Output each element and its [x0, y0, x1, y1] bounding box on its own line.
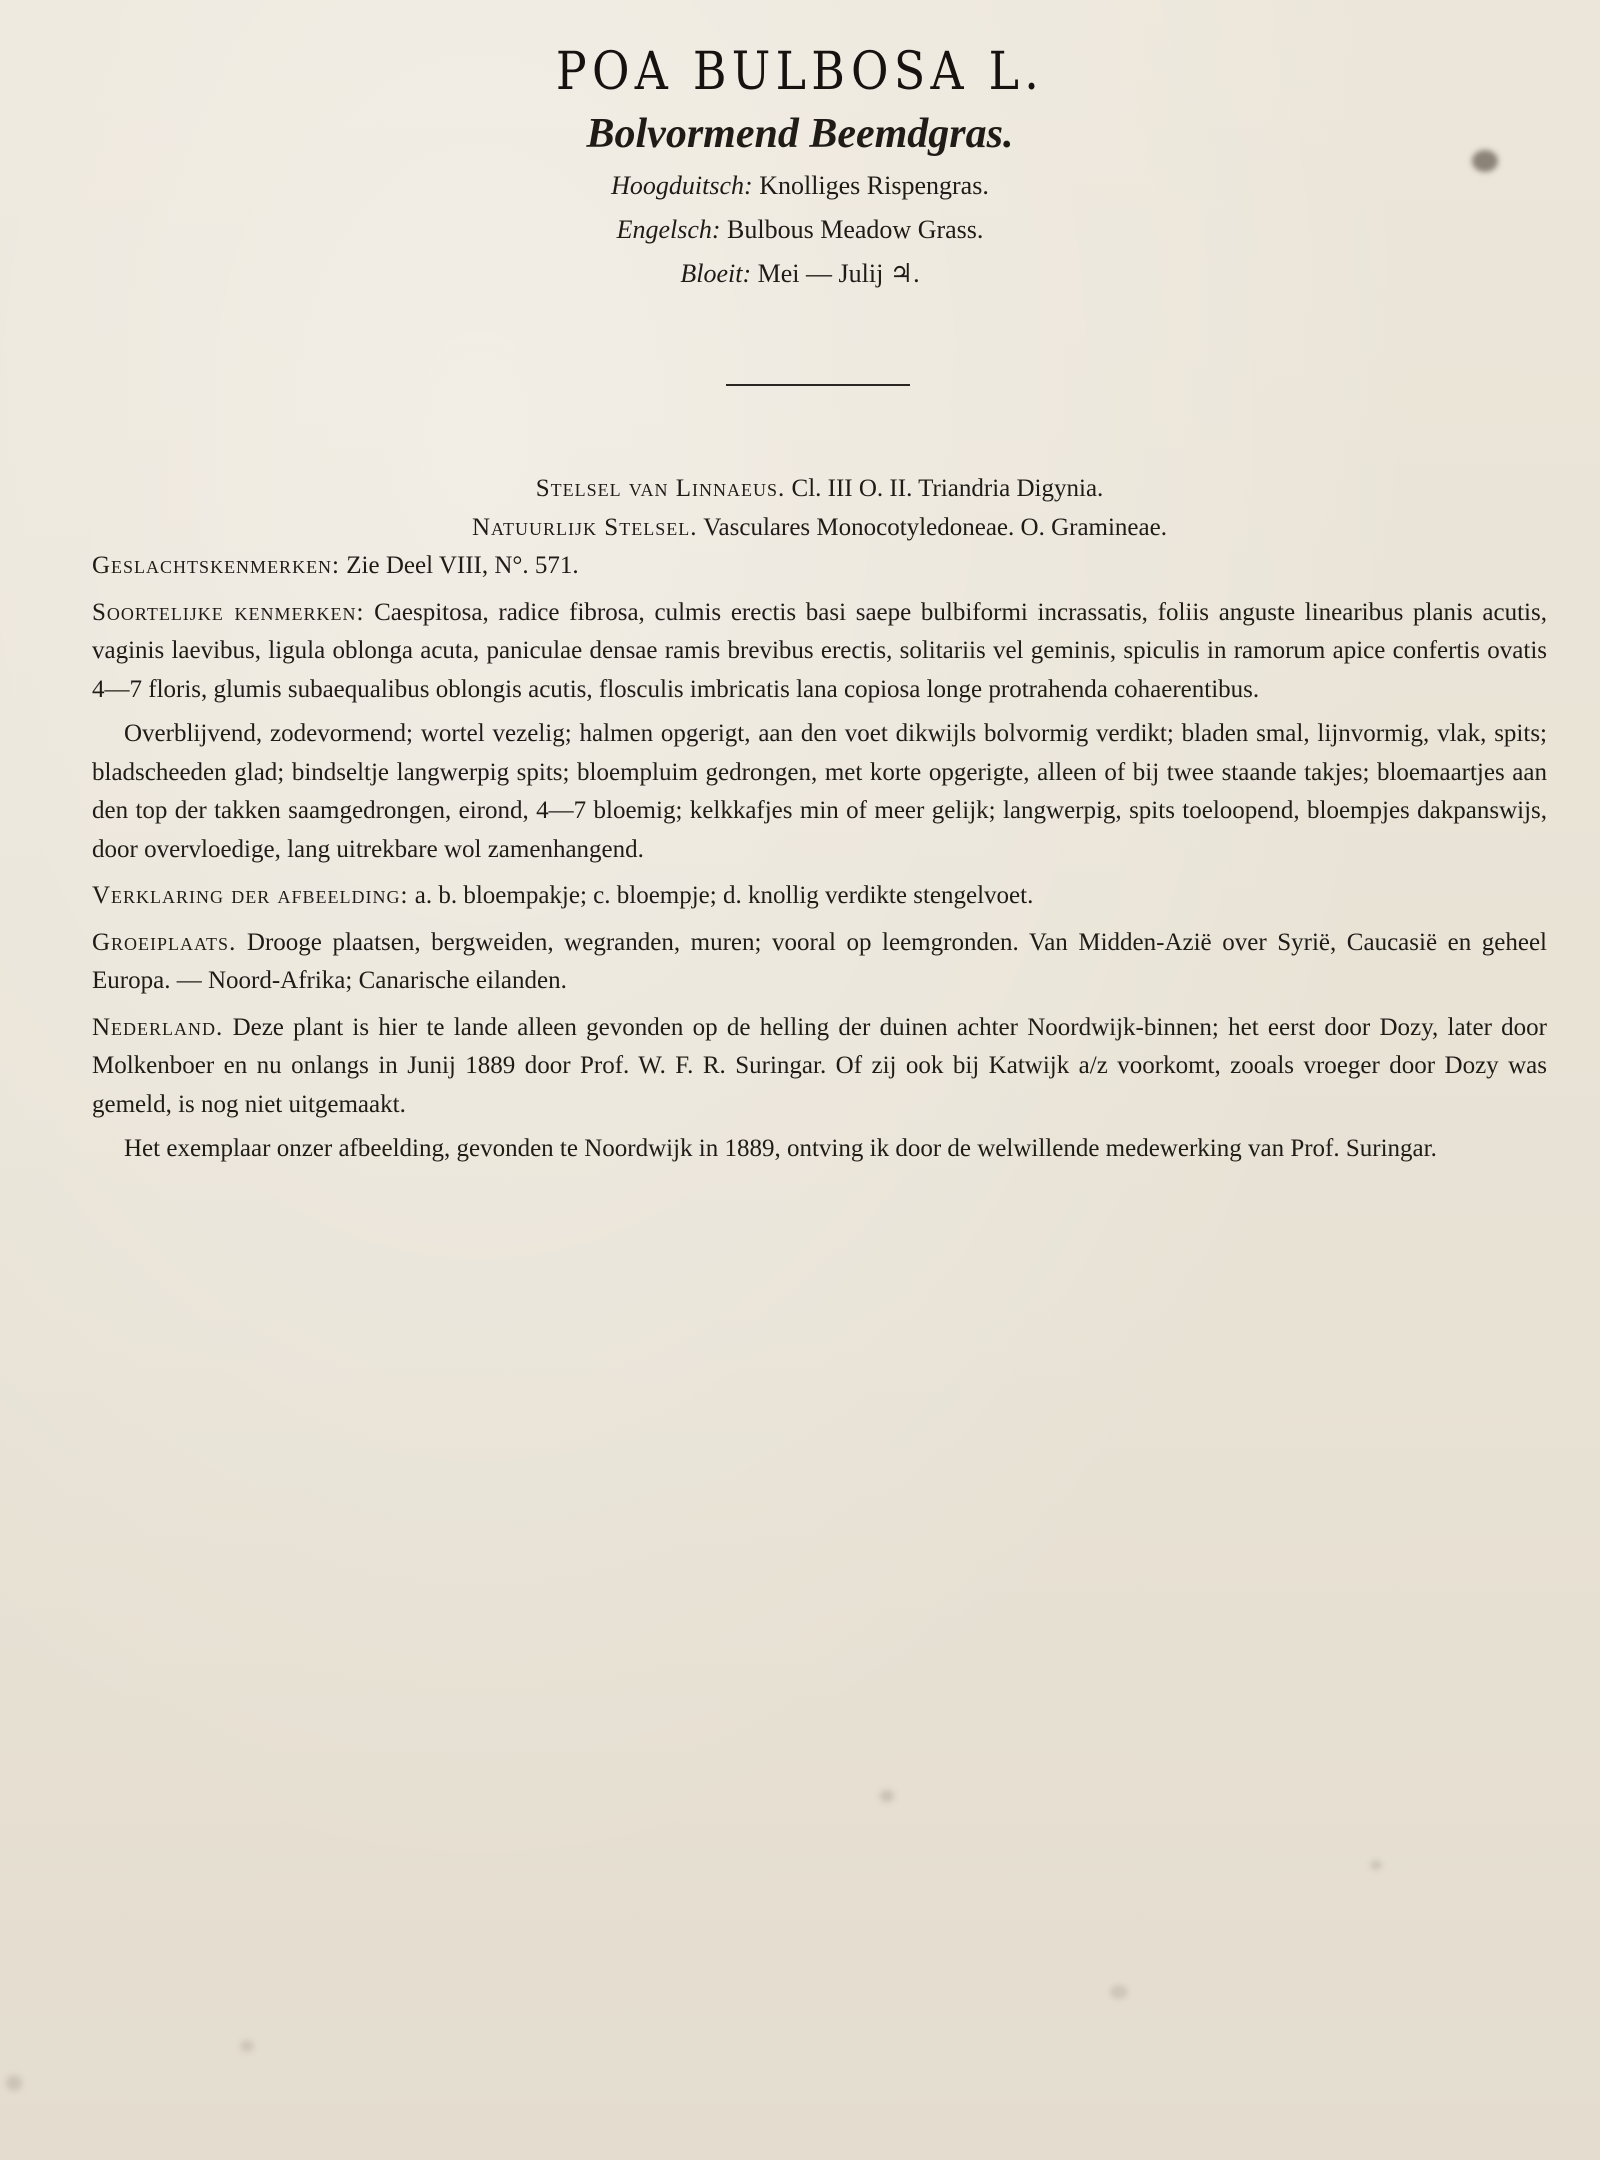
- specimen-note: Het exemplaar onzer afbeelding, gevonden te Noordwijk in 1889, ontving ik door de welwillende medewerking van Prof. Suringar.: [124, 1135, 1437, 1162]
- german-label: Hoogduitsch:: [611, 171, 753, 200]
- species-label: Soortelijke kenmerken:: [92, 598, 365, 626]
- paper-spot: [1110, 1985, 1128, 1999]
- bloom-label: Bloeit:: [680, 259, 752, 288]
- habitat-label: Groeiplaats.: [92, 928, 237, 956]
- species-text: Caespitosa, radice fibrosa, culmis erectis basi saepe bulbiformi incrassatis, foliis anguste linearibus planis acutis, vaginis laevibus, ligula oblonga acuta, paniculae densae ramis brevibus erectis, solitariis vel geminis, spiculis in ramorum apice confertis ovatis 4—7 floris, glumis subaequalibus oblongis acutis, flosculis imbricatis lana copiosa longe protrahenda cohaerentibus.: [92, 598, 1547, 703]
- german-name: Knolliges Rispengras.: [759, 171, 989, 200]
- habitat: [92, 924, 1547, 1001]
- paper-spot: [880, 1790, 894, 1802]
- natural-text: Vasculares Monocotyledoneae. O. Gramineae.: [703, 513, 1167, 541]
- netherlands-text: Deze plant is hier te lande alleen gevonden op de helling der duinen achter Noordwijk-binnen; het eerst door Dozy, later door Molkenboer en nu onlangs in Junij 1889 door Prof. W. F. R. Suringar. Of zij ook bij Katwijk a/z voorkomt, zooals vroeger door Dozy was gemeld, is nog niet uitgemaakt.: [92, 1013, 1548, 1118]
- explanation-text: a. b. bloempakje; c. bloempje; d. knollig verdikte stengelvoet.: [414, 882, 1034, 909]
- species-title: POA BULBOSA L.: [555, 42, 1045, 102]
- natural-label: Natuurlijk Stelsel.: [472, 513, 698, 541]
- bloom-line: [0, 254, 1600, 294]
- explanation-label: Verklaring der afbeelding:: [92, 882, 409, 909]
- bloom-period: Mei — Julij ♃.: [757, 259, 920, 288]
- genus-characters: [92, 547, 1547, 586]
- netherlands: [92, 1009, 1547, 1125]
- linnaeus-text: Cl. III O. II. Triandria Digynia.: [791, 475, 1104, 502]
- netherlands-label: Nederland.: [92, 1013, 224, 1041]
- natural-system: [92, 509, 1547, 548]
- description-body: [92, 470, 1547, 1169]
- dutch-name: Bolvormend Beemdgras.: [586, 111, 1014, 157]
- genus-label: Geslachtskenmerken:: [92, 552, 341, 579]
- english-label: Engelsch:: [616, 215, 721, 244]
- genus-text: Zie Deel VIII, N°. 571.: [346, 552, 579, 579]
- english-name: Bulbous Meadow Grass.: [727, 215, 984, 244]
- habitat-text: Drooge plaatsen, bergweiden, wegranden, muren; vooral op leemgronden. Van Midden-Azië over Syrië, Caucasië en geheel Europa. — Noord-Afrika; Canarische eilanden.: [92, 928, 1548, 994]
- paper-spot: [6, 2075, 22, 2091]
- figure-explanation: [92, 877, 1547, 916]
- plate-header: [0, 40, 1600, 294]
- paper-spot: [1370, 1860, 1382, 1870]
- divider-rule: [726, 384, 910, 386]
- linnaeus-label: Stelsel van Linnaeus.: [535, 475, 786, 502]
- species-characters: [92, 594, 1547, 710]
- paper-spot: [240, 2040, 254, 2052]
- english-name-line: [0, 210, 1600, 250]
- dutch-description: Overblijvend, zodevormend; wortel vezelig; halmen opgerigt, aan den voet dikwijls bolvormig verdikt; bladen smal, lijnvormig, vlak, spits; bladscheeden glad; bindseltje langwerpig spits; bloempluim gedrongen, met korte opgerigte, alleen of bij twee staande takjes; bloemaartjes aan den top der takken saamgedrongen, eirond, 4—7 bloemig; kelkkafjes min of meer gelijk; langwerpig, spits toeloopend, bloempjes dakpanswijs, door overvloedige, lang uitrekbare wol zamenhangend.: [92, 720, 1547, 863]
- german-name-line: [0, 166, 1600, 206]
- linnaeus-system: [92, 470, 1547, 509]
